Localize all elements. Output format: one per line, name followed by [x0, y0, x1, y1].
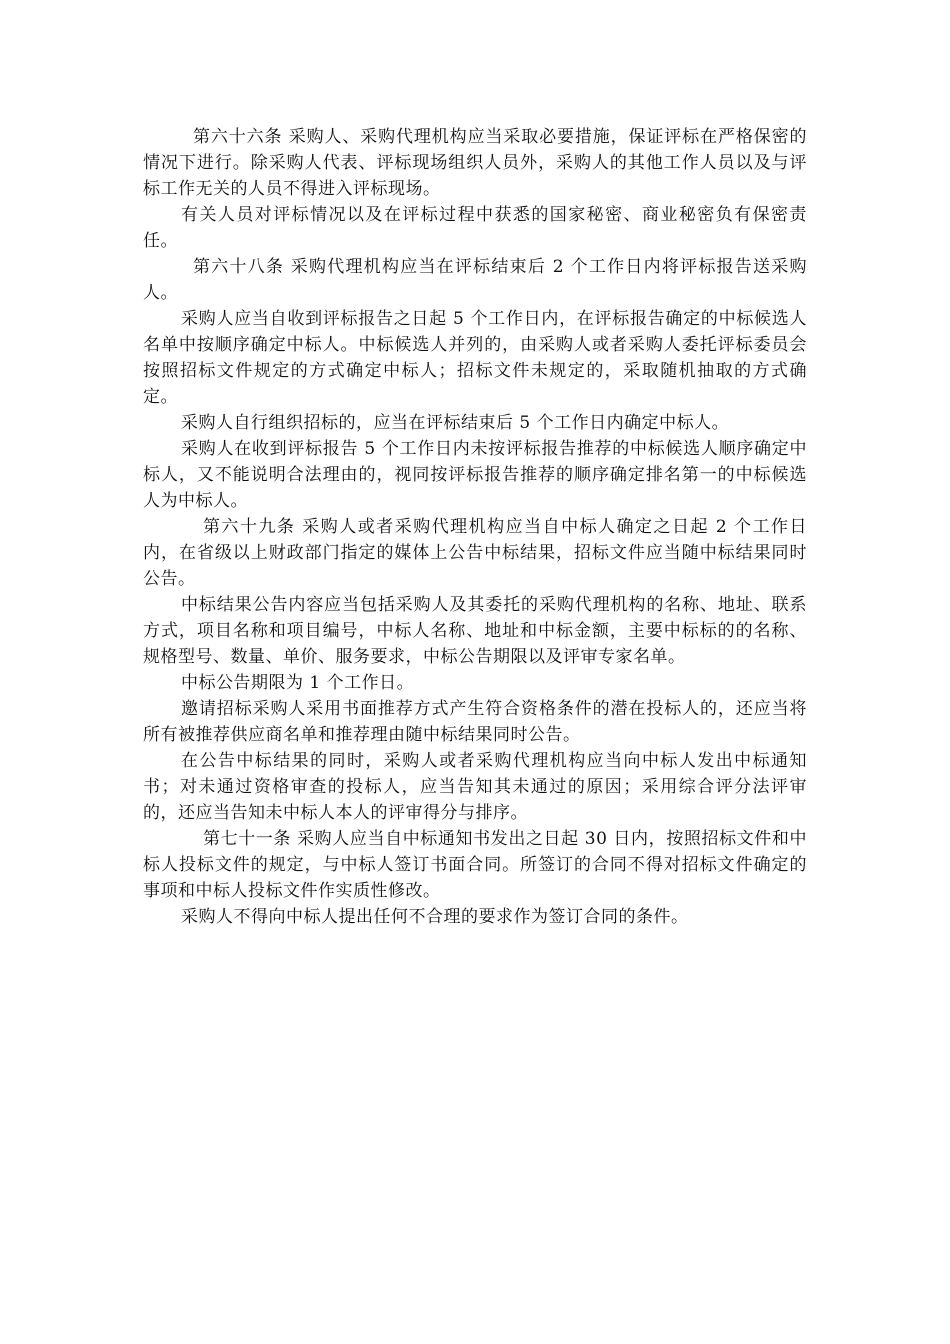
contract-condition-paragraph: 采购人不得向中标人提出任何不合理的要求作为签订合同的条件。: [181, 907, 689, 927]
invited-bidding-paragraph: 邀请招标采购人采用书面推荐方式产生符合资格条件的潜在投标人的，还应当将所有被推荐供应商名单和推荐理由随中标结果同时公告。: [143, 699, 807, 745]
document-body: [143, 124, 807, 930]
article-66-paragraph: 第六十六条 采购人、采购代理机构应当采取必要措施，保证评标在严格保密的情况下进行。除采购人代表、评标现场组织人员外，采购人的其他工作人员以及与评标工作无关的人员不得进入评标现场。: [143, 127, 807, 199]
default-winner-paragraph: 采购人在收到评标报告 5 个工作日内未按评标报告推荐的中标候选人顺序确定中标人，又不能说明合法理由的，视同按评标报告推荐的顺序确定排名第一的中标候选人为中标人。: [143, 439, 807, 511]
self-organized-paragraph: 采购人自行组织招标的，应当在评标结束后 5 个工作日内确定中标人。: [181, 413, 730, 433]
winner-selection-paragraph: 采购人应当自收到评标报告之日起 5 个工作日内，在评标报告确定的中标候选人名单中按顺序确定中标人。中标候选人并列的，由采购人或者采购人委托评标委员会按照招标文件规定的方式确定中标人；招标文件未规定的，采取随机抽取的方式确定。: [143, 309, 807, 407]
article-71-paragraph: 第七十一条 采购人应当自中标通知书发出之日起 30 日内，按照招标文件和中标人投标文件的规定，与中标人签订书面合同。所签订的合同不得对招标文件确定的事项和中标人投标文件作实质性修改。: [143, 829, 807, 901]
article-68-paragraph: 第六十八条 采购代理机构应当在评标结束后 2 个工作日内将评标报告送采购人。: [143, 257, 807, 303]
announcement-content-paragraph: 中标结果公告内容应当包括采购人及其委托的采购代理机构的名称、地址、联系方式，项目名称和项目编号，中标人名称、地址和中标金额，主要中标标的的名称、规格型号、数量、单价、服务要求，中标公告期限以及评审专家名单。: [143, 595, 807, 667]
notification-paragraph: 在公告中标结果的同时，采购人或者采购代理机构应当向中标人发出中标通知书；对未通过资格审查的投标人，应当告知其未通过的原因；采用综合评分法评审的，还应当告知未中标人本人的评审得分与排序。: [143, 751, 807, 823]
confidentiality-paragraph: 有关人员对评标情况以及在评标过程中获悉的国家秘密、商业秘密负有保密责任。: [143, 205, 807, 251]
announcement-period-paragraph: 中标公告期限为 1 个工作日。: [181, 673, 415, 693]
article-69-paragraph: 第六十九条 采购人或者采购代理机构应当自中标人确定之日起 2 个工作日内，在省级以上财政部门指定的媒体上公告中标结果，招标文件应当随中标结果同时公告。: [143, 517, 807, 589]
